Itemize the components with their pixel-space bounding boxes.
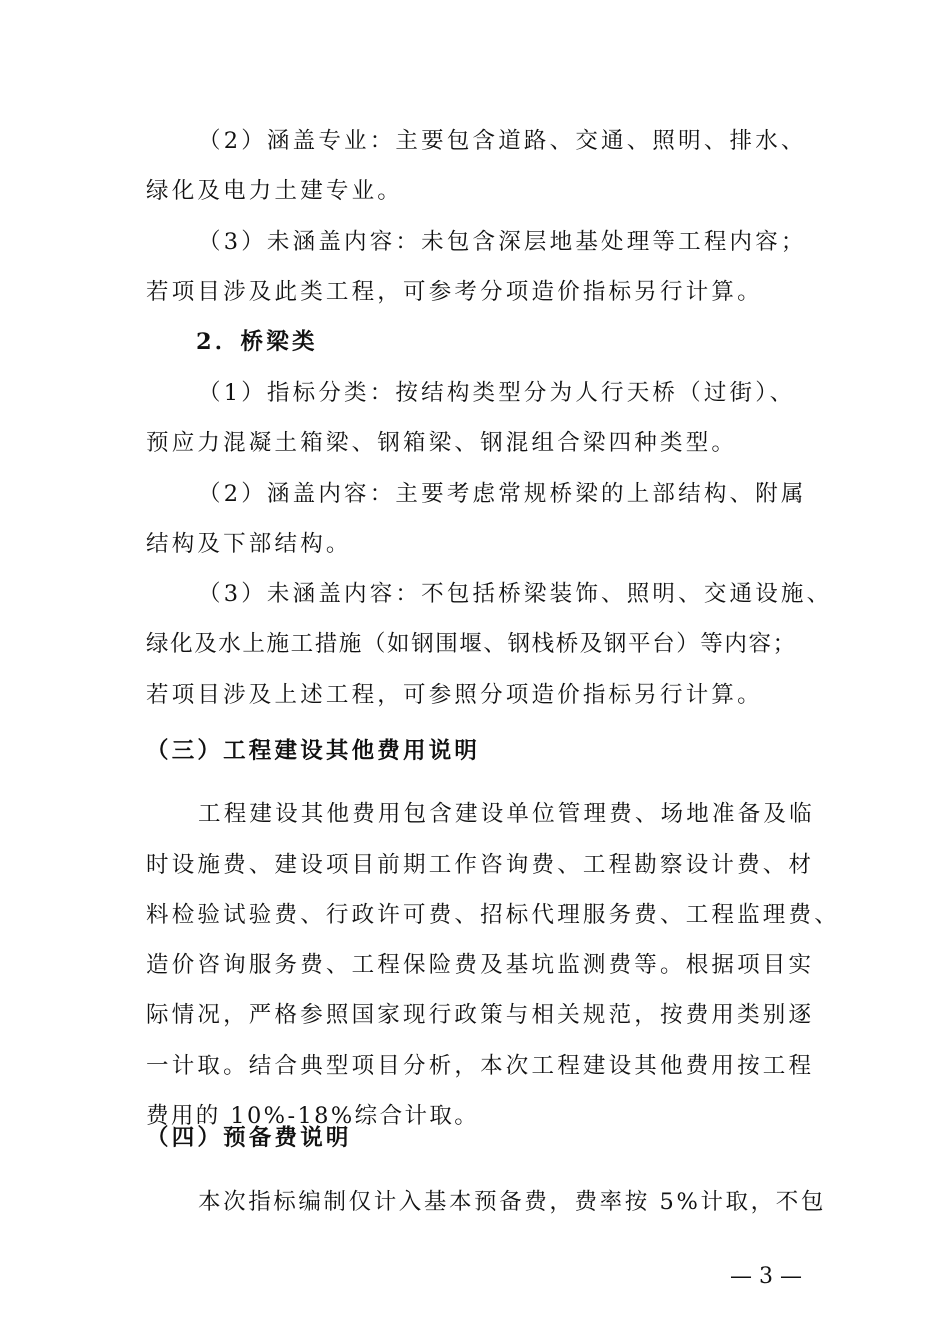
text-line: 造价咨询服务费、工程保险费及基坑监测费等。根据项目实 [146,952,815,978]
section-heading-bridge: 2．桥梁类 [196,329,318,355]
text-line: 若项目涉及此类工程，可参考分项造价指标另行计算。 [146,279,763,305]
text-line: 绿化及电力土建专业。 [146,178,404,204]
section-heading-other-costs: （三）工程建设其他费用说明 [146,738,481,764]
text-line: 预应力混凝土箱梁、钢箱梁、钢混组合梁四种类型。 [146,430,738,456]
text-line: （3）未涵盖内容：未包含深层地基处理等工程内容； [198,229,807,255]
text-line: （1）指标分类：按结构类型分为人行天桥（过街）、 [198,380,796,406]
text-line: （3）未涵盖内容：不包括桥梁装饰、照明、交通设施、 [198,581,833,607]
text-line: 一计取。结合典型项目分析，本次工程建设其他费用按工程 [146,1053,815,1079]
text-line: 绿化及水上施工措施（如钢围堰、钢栈桥及钢平台）等内容； [146,631,797,657]
text-line: 料检验试验费、行政许可费、招标代理服务费、工程监理费、 [146,902,840,928]
text-line: 费用的 10%-18%综合计取。 [146,1103,480,1129]
text-line: 本次指标编制仅计入基本预备费，费率按 5%计取，不包 [198,1189,826,1215]
text-line: 结构及下部结构。 [146,531,352,557]
text-line: （2）涵盖专业：主要包含道路、交通、照明、排水、 [198,128,807,154]
text-line: 工程建设其他费用包含建设单位管理费、场地准备及临 [198,801,815,827]
section-heading-reserve: （四）预备费说明 [146,1125,352,1151]
text-line: 若项目涉及上述工程，可参照分项造价指标另行计算。 [146,682,763,708]
text-line: 际情况，严格参照国家现行政策与相关规范，按费用类别逐 [146,1002,815,1028]
text-line: （2）涵盖内容：主要考虑常规桥梁的上部结构、附属 [198,481,807,507]
text-line: 时设施费、建设项目前期工作咨询费、工程勘察设计费、材 [146,852,815,878]
page-number: — 3 — [730,1264,802,1289]
